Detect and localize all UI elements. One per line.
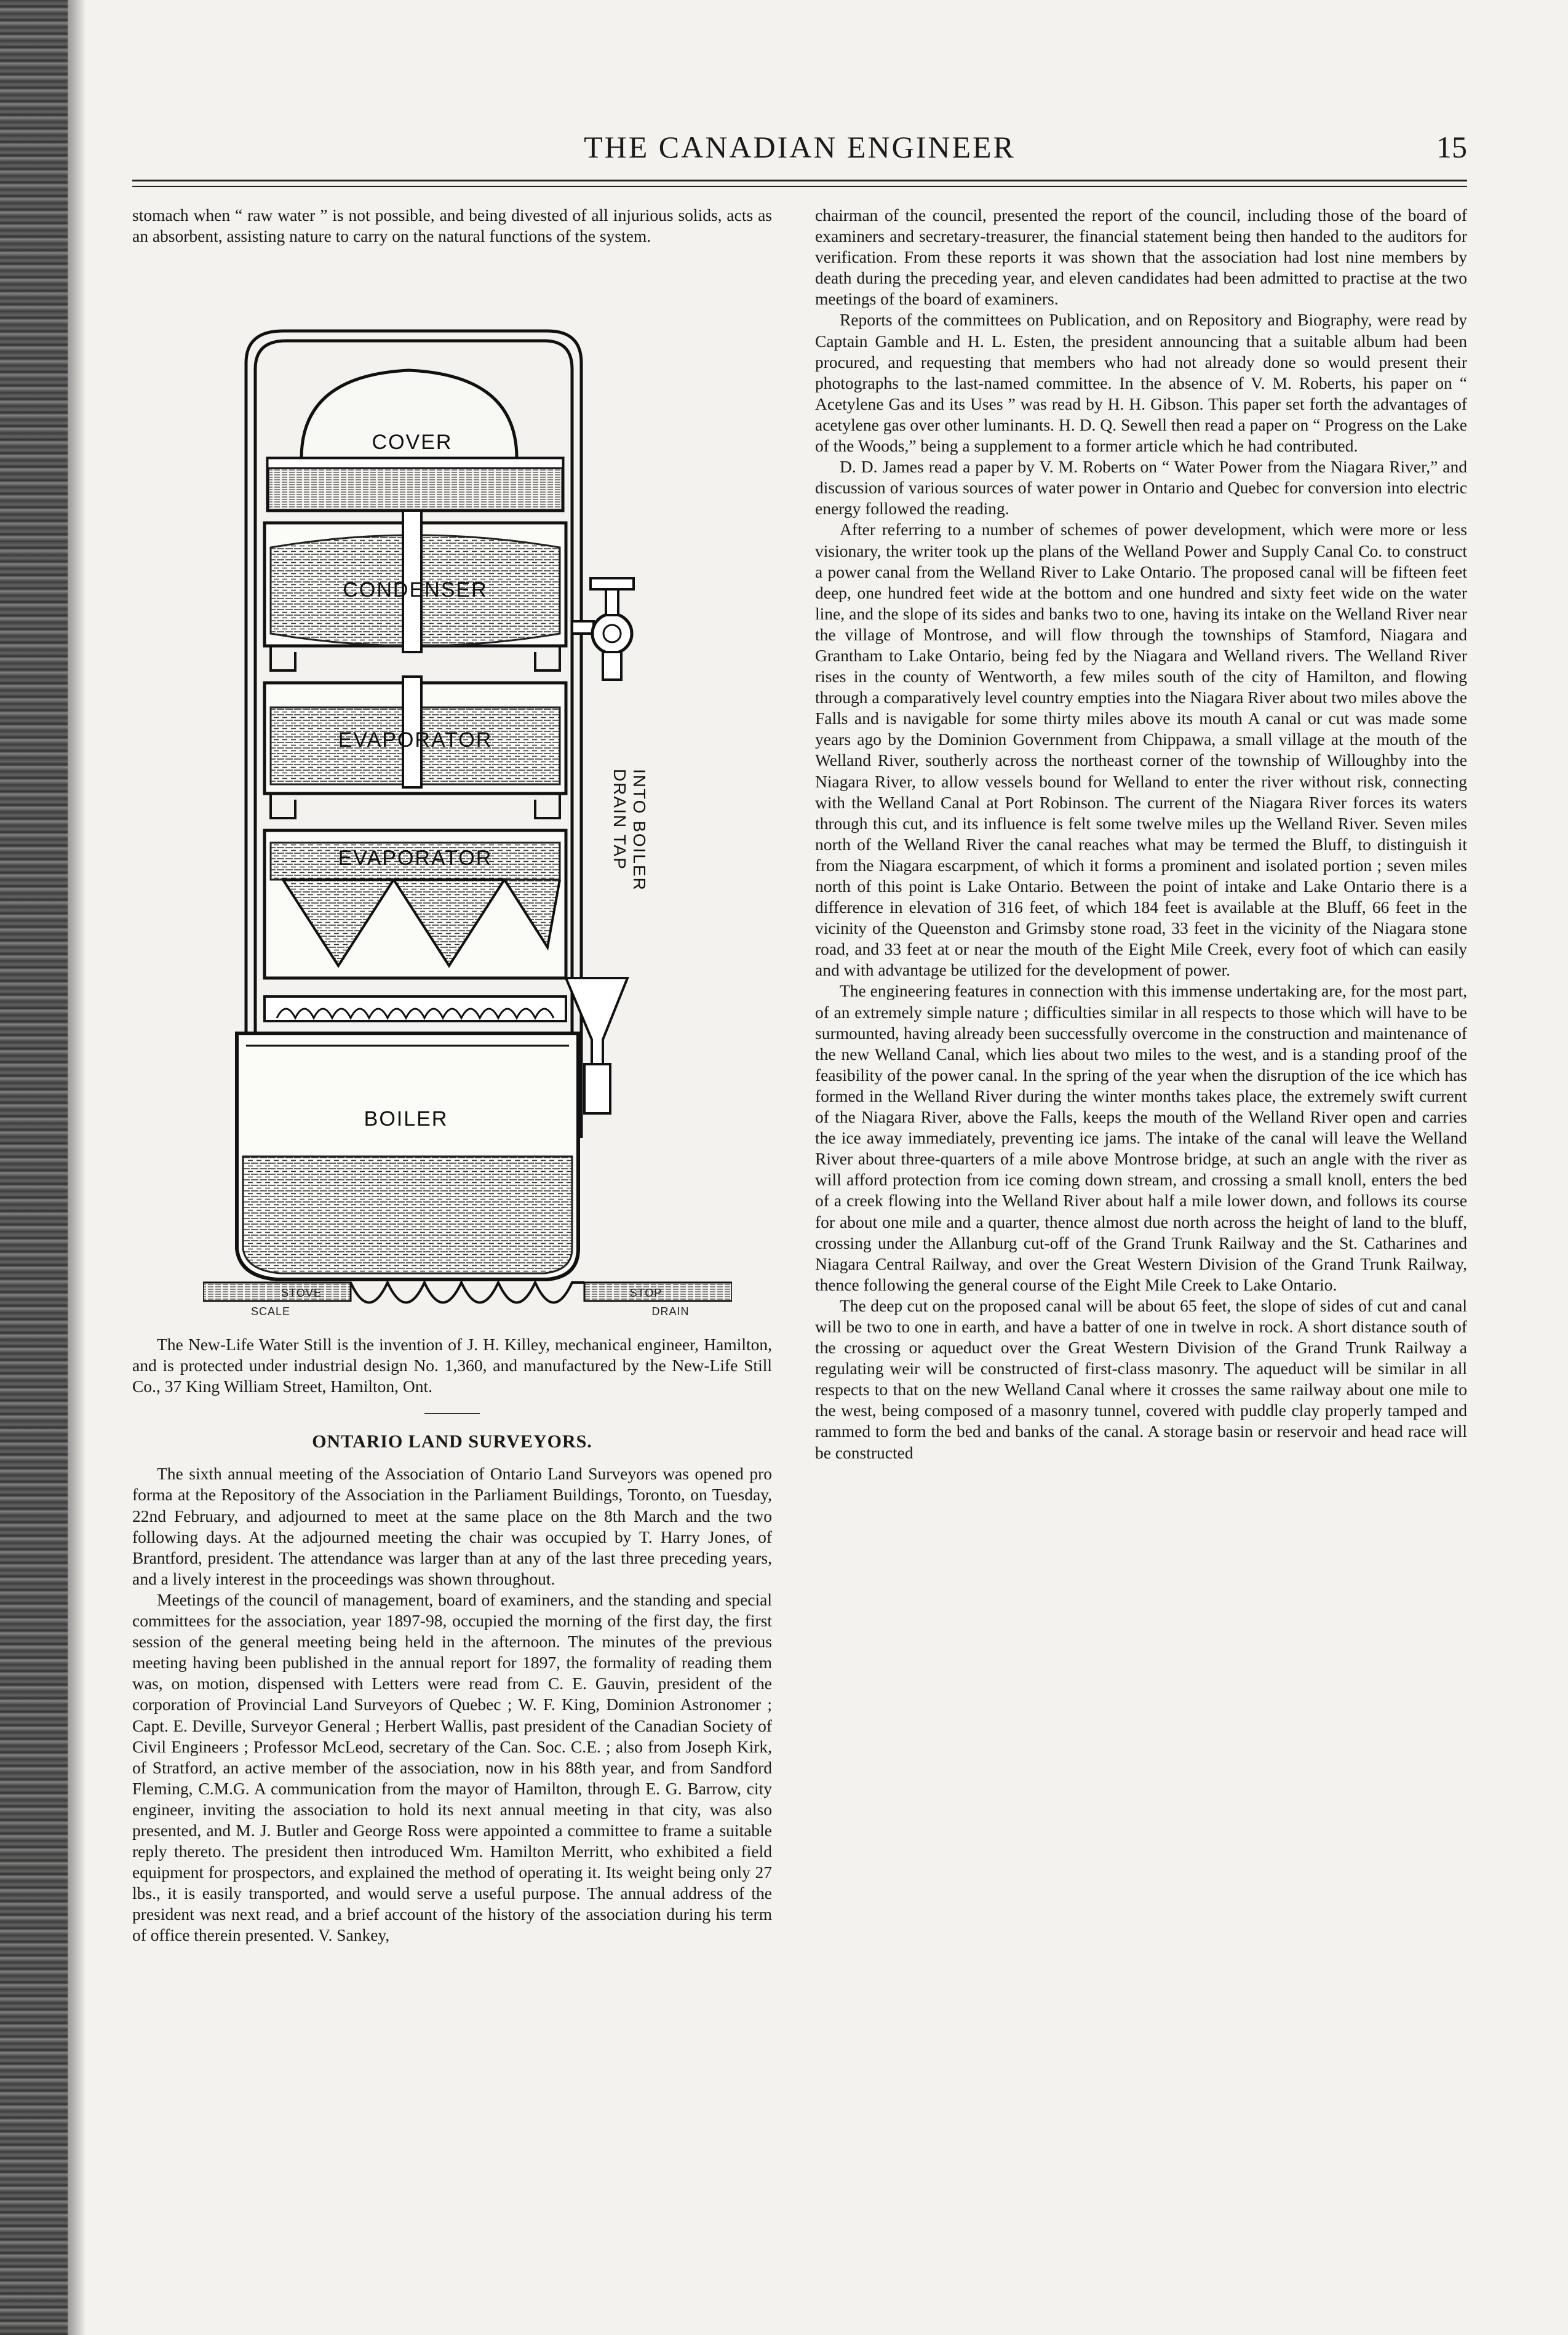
cover-label: COVER (372, 431, 453, 454)
evaporator-label-2: EVAPORATOR (338, 846, 493, 870)
drain-tap-valve (572, 578, 649, 891)
article-paragraph: Reports of the committees on Publication, and on Repository and Biography, were read by Captain Gamble and H. L. Esten, the president announcing that a suitable album had been procured, and requesting that members who had not already done so would present their photographs to the last-named committee. In the absence of V. M. Roberts, his paper on “ Acetylene Gas and its Uses ” was read by H. H. Gibson. This paper set forth the advantages of acetylene gas over other luminants. H. D. Q. Sewell then read a paper on “ Progress on the Lake of the Woods,” being a supplement to a former article which he had contributed. (815, 310, 1467, 456)
heating-coils (265, 996, 566, 1021)
water-still-figure (203, 326, 732, 1335)
page-binding-edge (0, 0, 68, 2335)
boiler-label: BOILER (364, 1107, 448, 1131)
left-column-intro (132, 205, 772, 247)
boiler-section (237, 1033, 578, 1279)
section-separator (424, 1413, 480, 1414)
drain-tap-label: DRAIN TAP (610, 769, 629, 870)
article-paragraph: The deep cut on the proposed canal will be about 65 feet, the slope of sides of cut and canal will be two to one in earth, and have a batter of one in twelve in rock. A short distance south of the crossing or aqueduct over the Great Western Division of the Grand Trunk Railway a regulating weir will be constructed of first-class masonry. The aqueduct will be similar in all respects to that on the new Welland Canal where it crosses the same railway about one mile to the west, being composed of a masonry tunnel, covered with puddle clay properly tamped and rammed to form the bed and banks of the canal. A storage basin or reservoir and head race will be constructed (815, 1295, 1467, 1462)
article-paragraph: The sixth annual meeting of the Association of Ontario Land Surveyors was opened pro forma at the Repository of the Association in the Parliament Buildings, Toronto, on Tuesday, 22nd February, and adjourned to meet at the same place on the 8th March and the two following days. At the adjourned meeting the chair was occupied by T. Harry Jones, of Brantford, president. The attendance was larger than at any of the last three preceding years, and a lively interest in the proceedings was shown throughout. (132, 1464, 772, 1588)
drain-label: DRAIN (651, 1305, 690, 1318)
intro-paragraph: stomach when “ raw water ” is not possible, and being divested of all injurious solids, acts as an absorbent, assisting nature to carry on the natural functions of the system. (132, 205, 772, 246)
stove-label: STOVE (281, 1287, 322, 1299)
article-paragraph: chairman of the council, presented the report of the council, including those of the board of examiners and secretary-treasurer, the financial statement being then handed to the auditors for verification. From these reports it was shown that the association had lost nine members by death during the preceding year, and eleven candidates had been admitted to practise at the two meetings of the board of examiners. (815, 205, 1467, 309)
drain-tap-label-2: INTO BOILER (630, 769, 649, 891)
condenser-label: CONDENSER (343, 578, 488, 602)
condenser-section (265, 511, 566, 670)
right-column (815, 205, 1467, 1463)
evaporator-lower (265, 830, 566, 978)
page-header (132, 129, 1467, 172)
header-rule (132, 180, 1467, 181)
article-paragraph: The engineering features in connection with this immense undertaking are, for the most part, of an extremely simple nature ; difficulties similar in all respects to those which will have to be surmounted, having already been successfully overcome in the construction and maintenance of the new Welland Canal, which lies about two miles to the west, and is a standing proof of the feasibility of the power canal. In the spring of the year when the disruption of the ice which has formed in the Welland River during the winter months takes place, the extremely swift current of the Niagara River, above the Falls, keeps the mouth of the Welland River open and carries the ice away immediately, preventing ice jams. The intake of the canal will leave the Welland River about three-quarters of a mile above Montrose bridge, at such an angle with the river as will afford protection from ice coming down stream, and crossing a small knoll, enters the bed of a creek flowing into the Welland River about half a mile lower down, and follows its course for about one mile and a quarter, thence almost due north across the height of land to the bluff, crossing under the Allanburg cut-off of the Grand Trunk Railway and the St. Catharines and Niagara Central Railway, and over the Great Western Division of the Grand Trunk Railway, thence following the general course of the Eight Mile Creek to Lake Ontario. (815, 981, 1467, 1294)
article-paragraph: D. D. James read a paper by V. M. Roberts on “ Water Power from the Niagara River,” and discussion of various sources of water power in Ontario and Quebec for conversion into electric energy followed the reading. (815, 457, 1467, 519)
article-paragraph: After referring to a number of schemes of power development, which were more or less visionary, the writer took up the plans of the Welland Power and Supply Canal Co. to construct a power canal from the Welland River to Lake Ontario. The proposed canal will be fifteen feet deep, one hundred feet wide at the bottom and one hundred and sixty feet wide on the water line, and the slope of its sides and banks two to one, having its intake on the Welland River near the village of Montrose, and will flow through the townships of Stamford, Niagara and Grantham to Lake Ontario, being fed by the Niagara and Welland rivers. The Welland River rises in the county of Wentworth, a few miles south of the city of Hamilton, and flowing through a comparatively level country empties into the Niagara River about two miles above the Falls and is navigable for some thirty miles above its mouth A canal or cut was made some years ago by the Dominion Government from Chippawa, a small village at the mouth of the Welland River, southerly across the northeast corner of the township of Willoughby into the Niagara River, to allow vessels bound for Welland to enter the river without risk, connecting with the Welland Canal at Port Robinson. The current of the Niagara River forces its waters through this cut, and its influence is felt some twelve miles up the Welland River. Seven miles north of the Welland River the canal reaches what may be termed the Bluff, to distinguish it from the Niagara escarpment, of which it forms a prominent and isolated portion ; seven miles north of this point is Lake Ontario. Between the point of intake and Lake Ontario there is a difference in elevation of 316 feet, of which 184 feet is available at the Bluff, 66 feet in the vicinity of the Queenston and Grimsby stone road, 33 feet in the vicinity of the Niagara stone road, and 33 feet at or near the mouth of the Eight Mile Creek, every foot of which can easily and with advantage be utilized for the development of power. (815, 520, 1467, 980)
stop-label: STOP (629, 1287, 663, 1299)
stove-base (203, 1283, 732, 1318)
section-title: ONTARIO LAND SURVEYORS. (312, 1431, 592, 1452)
scale-label: SCALE (250, 1305, 291, 1318)
evaporator-label-1: EVAPORATOR (338, 728, 493, 752)
left-column-lower (132, 1334, 772, 1946)
evaporator-upper (265, 677, 566, 818)
figure-caption: The New-Life Water Still is the invention of J. H. Killey, mechanical engineer, Hamilton, and is protected under industrial design No. 1,360, and manufactured by the New-Life Still Co., 37 King William Street, Hamilton, Ont. (132, 1335, 772, 1396)
header-rule-thin (132, 186, 1467, 187)
running-head: THE CANADIAN ENGINEER (584, 130, 1016, 164)
page-number: 15 (1436, 130, 1467, 164)
article-paragraph: Meetings of the council of management, board of examiners, and the standing and special committees for the association, year 1897-98, occupied the morning of the first day, the first session of the general meeting being held in the afternoon. The minutes of the previous meeting having been published in the annual report for 1897, the formality of reading them was, on motion, dispensed with Letters were read from C. E. Gauvin, president of the corporation of Provincial Land Surveyors of Quebec ; W. F. King, Dominion Astronomer ; Capt. E. Deville, Surveyor General ; Herbert Wallis, past president of the Canadian Society of Civil Engineers ; Professor McLeod, secretary of the Can. Soc. C.E. ; also from Joseph Kirk, of Stratford, an active member of the association, now in his 88th year, and from Sandford Fleming, C.M.G. A communication from the mayor of Hamilton, through E. G. Barrow, city engineer, inviting the association to hold its next annual meeting in that city, was also presented, and M. J. Butler and George Ross were appointed a committee to frame a suitable reply thereto. The president then introduced Wm. Hamilton Merritt, who exhibited a field equipment for prospectors, and explained the method of operating it. Its weight being only 27 lbs., it is easily transported, and would serve a useful purpose. The annual address of the president was next read, and a brief account of the history of the association during his term of office therein presented. V. Sankey, (132, 1589, 772, 1945)
cover-section (268, 370, 563, 511)
